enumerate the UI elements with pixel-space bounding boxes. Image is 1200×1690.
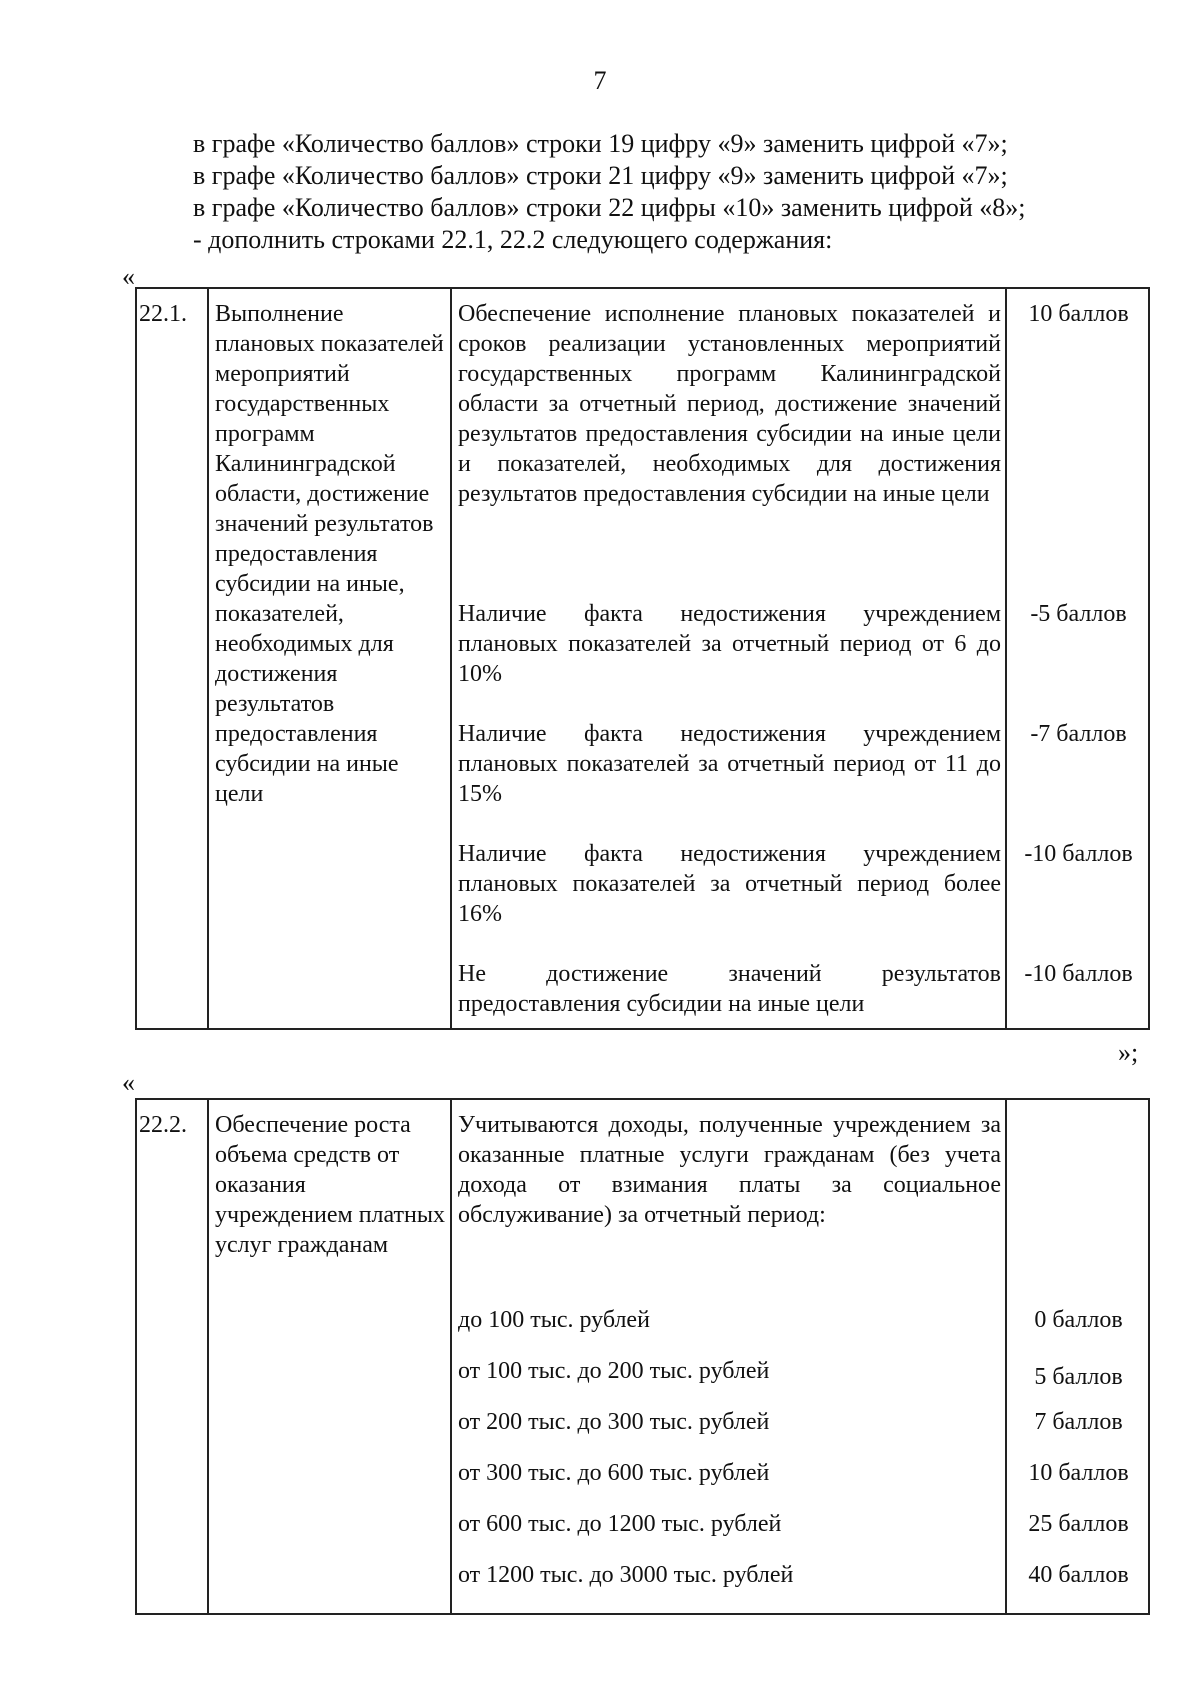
points-cell [1006,1099,1149,1614]
points-value: 25 баллов [1028,1511,1129,1537]
criterion-description: Учитываются доходы, полученные учреждением за оказанные платные услуги гражданам (без учета дохода от взимания платы за социальное обслуживание) за отчетный период: [458,1112,1001,1228]
range-text: от 200 тыс. до 300 тыс. рублей [458,1409,770,1435]
range-text: от 1200 тыс. до 3000 тыс. рублей [458,1562,794,1588]
intro-line: - дополнить строками 22.1, 22.2 следующего содержания: [193,225,833,254]
row-number: 22.1. [136,288,208,1029]
criterion-text: Не достижение значений результатов предоставления субсидии на иные цели [458,961,1001,1017]
range-text: до 100 тыс. рублей [458,1307,650,1333]
range-text: от 100 тыс. до 200 тыс. рублей [458,1358,770,1384]
table-row [136,1099,1149,1614]
intro-line: в графе «Количество баллов» строки 21 цифру «9» заменить цифрой «7»; [193,161,1008,190]
range-text: от 300 тыс. до 600 тыс. рублей [458,1460,770,1486]
opening-quote: « [122,1068,135,1097]
range-text: от 600 тыс. до 1200 тыс. рублей [458,1511,782,1537]
points-value: 10 баллов [1028,1460,1129,1486]
points-value: 10 баллов [1028,301,1129,327]
intro-line: в графе «Количество баллов» строки 19 цифру «9» заменить цифрой «7»; [193,129,1008,158]
indicator-cell: Обеспечение роста объема средств от оказания учреждением платных услуг гражданам [208,1099,451,1614]
table-row [136,288,1149,1029]
criterion-text: Наличие факта недостижения учреждением плановых показателей за отчетный период от 6 до 10% [458,601,1001,687]
points-value: -5 баллов [1030,601,1127,627]
closing-quote: »; [1118,1038,1139,1067]
row-number: 22.2. [136,1099,208,1614]
points-value: 5 баллов [1034,1364,1123,1390]
amendment-intro [193,128,1026,256]
criterion-text: Обеспечение исполнение плановых показателей и сроков реализации установленных мероприятий государственных программ Калининградской области за отчетный период, достижение значений результатов предоставления субсидии на иные цели и показателей, необходимых для достижения результатов предоставления субсидии на иные цели [458,301,1001,507]
intro-line: в графе «Количество баллов» строки 22 цифры «10» заменить цифрой «8»; [193,193,1026,222]
points-value: 0 баллов [1034,1307,1123,1333]
points-value: -7 баллов [1030,721,1127,747]
points-value: -10 баллов [1024,961,1133,987]
criterion-text: Наличие факта недостижения учреждением плановых показателей за отчетный период от 11 до 15% [458,721,1001,807]
table-row-22-2 [135,1098,1150,1615]
page-number: 7 [593,66,607,95]
table-row-22-1 [135,287,1150,1030]
criteria-cell [451,288,1006,1029]
points-value: -10 баллов [1024,841,1133,867]
opening-quote: « [122,262,135,291]
points-value: 40 баллов [1028,1562,1129,1588]
points-cell [1006,288,1149,1029]
indicator-cell: Выполнение плановых показателей мероприятий государственных программ Калининградской области, достижение значений результатов предоставления субсидии на иные, показателей, необходимых для достижения результатов предоставления субсидии на иные цели [208,288,451,1029]
points-blank [1013,1110,1144,1305]
criterion-text: Наличие факта недостижения учреждением плановых показателей за отчетный период более 16% [458,841,1001,927]
points-value: 7 баллов [1034,1409,1123,1435]
criteria-cell [451,1099,1006,1614]
